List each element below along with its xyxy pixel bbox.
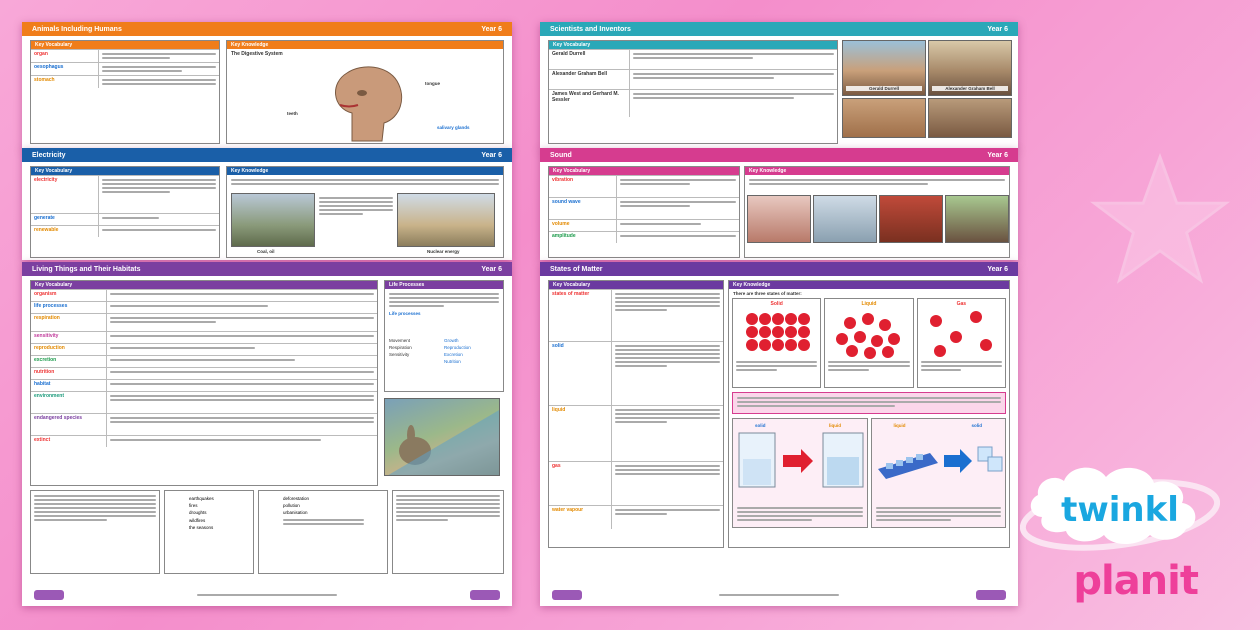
image-caption: Alexander Graham Bell [932, 86, 1008, 91]
process-label: Growth [444, 338, 459, 343]
temperature-note [732, 392, 1006, 414]
twinkl-logo-icon [1020, 455, 1220, 565]
term: oesophagus [31, 63, 99, 75]
sheet-living-things [22, 262, 512, 606]
vocab-box [548, 280, 724, 548]
term: endangered species [31, 414, 107, 435]
sheet-title: Electricity [32, 151, 66, 159]
planit-mini-logo [976, 590, 1006, 600]
inventor-portrait [928, 98, 1012, 138]
vocab-box [548, 166, 740, 258]
term: stomach [31, 76, 99, 88]
dangers-box [392, 490, 504, 574]
term: respiration [31, 314, 107, 331]
human-changes-list [258, 490, 388, 574]
vocab-box [548, 40, 838, 144]
term: life processes [31, 302, 107, 313]
term: sound wave [549, 198, 617, 219]
sheet-states-of-matter [540, 262, 1018, 606]
term: excretion [31, 356, 107, 367]
term: water vapour [549, 506, 612, 529]
sheet-footer [540, 584, 1018, 606]
power-plant-image [231, 193, 315, 247]
life-processes-box [384, 280, 504, 392]
term: generate [31, 214, 99, 225]
vocab-header: Key Vocabulary [31, 281, 377, 289]
diagram-label: tongue [425, 81, 440, 86]
vocab-box [30, 166, 220, 258]
term: volume [549, 220, 617, 231]
sheet-year: Year 6 [481, 151, 502, 159]
gas-panel [917, 298, 1006, 388]
term: Gerald Durrell [549, 50, 630, 69]
term: reproduction [31, 344, 107, 355]
star-decoration-icon [1090, 150, 1230, 290]
list-item: urbanisation [283, 510, 308, 516]
process-label: Nutrition [444, 359, 461, 364]
knowledge-header: Key Knowledge [729, 281, 1009, 289]
term: organ [31, 50, 99, 62]
sheet-year: Year 6 [987, 265, 1008, 273]
sheet-year: Year 6 [987, 151, 1008, 159]
term: extinct [31, 436, 107, 447]
beaker-label: liquid [829, 423, 841, 428]
term: liquid [549, 406, 612, 461]
sheet-header [22, 148, 512, 162]
sheet-header [540, 148, 1018, 162]
knowledge-box [728, 280, 1010, 548]
list-item: deforestation [283, 496, 310, 501]
liquid-panel [824, 298, 913, 388]
planit-mini-logo [470, 590, 500, 600]
term: solid [549, 342, 612, 405]
diagram-label: salivary glands [437, 125, 470, 130]
vocab-header: Key Vocabulary [549, 281, 723, 289]
solid-panel [732, 298, 821, 388]
melting-panel [732, 418, 868, 528]
changes-box [30, 490, 160, 574]
term: organism [31, 290, 107, 301]
process-label: Movement [389, 338, 411, 343]
sound-image-3 [879, 195, 943, 243]
twinkl-logo-text: twinkl [1061, 490, 1179, 530]
life-processes-header: Life Processes [385, 281, 503, 289]
list-item: pollution [283, 503, 300, 509]
sheet-scientists [540, 22, 1018, 150]
term: states of matter [549, 290, 612, 341]
knowledge-box [226, 40, 504, 144]
list-item: wildfires [189, 517, 206, 523]
tray-label: solid [971, 423, 983, 428]
planit-mini-logo [34, 590, 64, 600]
list-item: droughts [189, 510, 207, 516]
list-item: earthquakes [189, 496, 214, 501]
state-label: Gas [956, 301, 967, 307]
habitat-image [384, 398, 500, 476]
image-caption: Coal, oil [257, 249, 275, 254]
term: renewable [31, 226, 99, 237]
sheet-title: Animals Including Humans [32, 25, 122, 33]
term: sensitivity [31, 332, 107, 343]
term: gas [549, 462, 612, 505]
term: electricity [31, 176, 99, 213]
term: nutrition [31, 368, 107, 379]
image-caption: Gerald Durrell [846, 86, 922, 91]
vocab-header: Key Vocabulary [31, 167, 219, 175]
vocab-header: Key Vocabulary [549, 167, 739, 175]
state-label: Solid [770, 301, 783, 307]
vocab-header: Key Vocabulary [549, 41, 837, 49]
digestive-system-head-icon [322, 63, 412, 143]
knowledge-subtitle: The Digestive System [231, 51, 283, 57]
vocab-header: Key Vocabulary [31, 41, 219, 49]
liquid-particles-icon [830, 309, 908, 359]
melting-beakers-icon [735, 429, 871, 493]
process-label: Excretion [444, 352, 463, 357]
term: James West and Gerhard M. Sessler [549, 90, 630, 117]
sheet-year: Year 6 [987, 25, 1008, 33]
process-label: Sensitivity [389, 352, 410, 357]
process-label: Reproduction [444, 345, 471, 350]
sheet-header [22, 262, 512, 276]
wind-turbine-image [397, 193, 495, 247]
sheet-year: Year 6 [481, 265, 502, 273]
planit-mini-logo [552, 590, 582, 600]
sheet-header [540, 22, 1018, 36]
term: vibration [549, 176, 617, 197]
sheet-header [540, 262, 1018, 276]
image-caption: Nuclear energy [427, 249, 460, 254]
tray-label: liquid [893, 423, 906, 428]
sheet-footer [22, 584, 512, 606]
beaker-label: solid [755, 423, 766, 428]
knowledge-header: Key Knowledge [227, 41, 503, 49]
sheet-title: States of Matter [550, 265, 603, 273]
gas-particles-icon [922, 309, 1000, 359]
sheet-title: Living Things and Their Habitats [32, 265, 141, 273]
term: environment [31, 392, 107, 413]
knowledge-header: Key Knowledge [745, 167, 1009, 175]
sheet-header [22, 22, 512, 36]
sheet-year: Year 6 [481, 25, 502, 33]
term: Alexander Graham Bell [549, 70, 630, 89]
process-label: Respiration [389, 345, 412, 350]
sheet-sound [540, 148, 1018, 260]
knowledge-subtitle: There are three states of matter: [733, 291, 802, 296]
freezing-ice-tray-icon [874, 429, 1010, 493]
vocab-box [30, 280, 378, 486]
west-sessler-portrait [842, 98, 926, 138]
sheet-electricity [22, 148, 512, 260]
knowledge-box [226, 166, 504, 258]
sound-image-4 [945, 195, 1009, 243]
solid-particles-icon [738, 309, 816, 359]
natural-changes-list [164, 490, 254, 574]
list-item: the seasons [189, 524, 214, 530]
sheet-title: Sound [550, 151, 572, 159]
freezing-panel [871, 418, 1007, 528]
term: amplitude [549, 232, 617, 243]
knowledge-header: Key Knowledge [227, 167, 503, 175]
list-item: fires [189, 503, 198, 509]
life-processes-subtitle: Life processes [389, 311, 421, 316]
term: habitat [31, 380, 107, 391]
knowledge-box [744, 166, 1010, 258]
sheet-animals [22, 22, 512, 150]
sheet-title: Scientists and Inventors [550, 25, 631, 33]
vocab-box [30, 40, 220, 144]
planit-logo-text: planit [1073, 558, 1198, 604]
sound-image-2 [813, 195, 877, 243]
diagram-label: teeth [287, 111, 298, 116]
sound-image-1 [747, 195, 811, 243]
state-label: Liquid [861, 301, 877, 307]
